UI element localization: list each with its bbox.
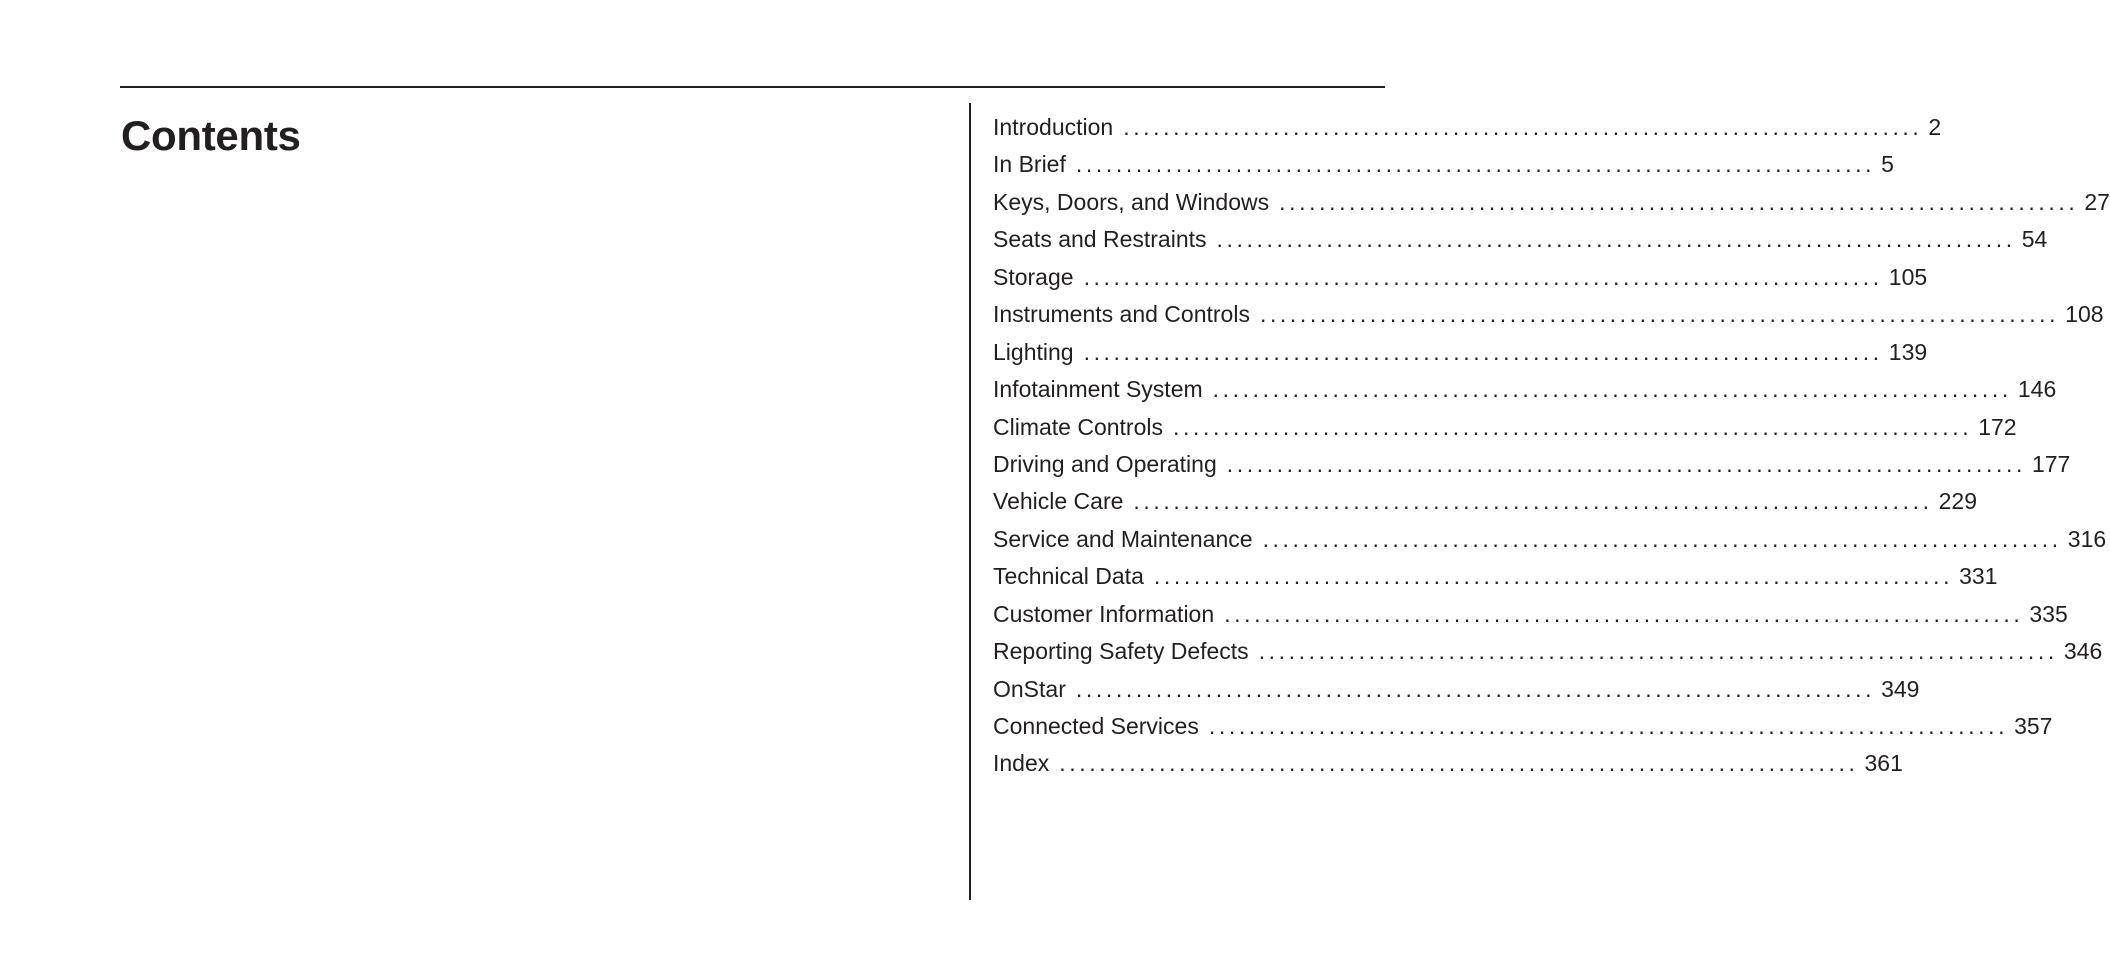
toc-entry-service-maintenance[interactable] (993, 521, 2107, 558)
toc-entry-seats-restraints[interactable] (993, 221, 2048, 258)
toc-entry-label: Seats and Restraints (993, 226, 1207, 253)
toc-entry-page: 2 (1928, 114, 1942, 140)
toc-leader-dots: ................................................................................ (1083, 263, 1883, 290)
toc-entry-page: 54 (2021, 226, 2048, 253)
toc-entry-page: 316 (2067, 525, 2107, 552)
toc-entry-label: Climate Controls (993, 413, 1163, 440)
toc-entry-label: Keys, Doors, and Windows (993, 188, 1270, 215)
toc-entry-label: OnStar (993, 675, 1066, 702)
toc-leader-dots: ................................................................................ (1059, 750, 1859, 777)
toc-entry-page: 346 (2063, 638, 2103, 665)
toc-entry-page: 5 (1881, 151, 1894, 178)
toc-entry-page: 172 (1978, 413, 2017, 440)
toc-entry-driving-operating[interactable] (993, 446, 2071, 483)
toc-entry-label: Technical Data (993, 563, 1144, 590)
toc-entry-index[interactable] (993, 745, 1903, 782)
toc-entry-instruments-controls[interactable] (993, 296, 2104, 333)
toc-entry-in-brief[interactable] (993, 146, 1894, 183)
toc-entry-lighting[interactable] (993, 334, 1928, 371)
toc-entry-label: Driving and Operating (993, 450, 1217, 477)
toc-entry-page: 177 (2031, 450, 2071, 477)
toc-leader-dots: ................................................................................ (1075, 675, 1876, 702)
toc-entry-label: Lighting (993, 338, 1074, 365)
toc-entry-climate-controls[interactable] (993, 409, 2017, 446)
toc-entry-page: 331 (1959, 563, 1998, 590)
toc-entry-keys-doors-windows[interactable] (993, 184, 2110, 221)
toc-entry-label: Infotainment System (993, 376, 1203, 403)
toc-entry-label: Vehicle Care (993, 488, 1124, 515)
toc-leader-dots: ................................................................................ (1212, 376, 2012, 403)
toc-entry-label: Connected Services (993, 713, 1199, 739)
toc-entry-connected-services[interactable] (993, 708, 2053, 745)
toc-entry-label: Storage (993, 263, 1074, 290)
toc-entry-label: Service and Maintenance (993, 525, 1253, 552)
toc-entry-label: Introduction (993, 114, 1114, 140)
toc-entry-label: Instruments and Controls (993, 301, 1250, 328)
toc-entry-label: Index (993, 750, 1050, 777)
toc-entry-label: In Brief (993, 151, 1066, 178)
page-title: Contents (121, 112, 301, 159)
toc-leader-dots: ................................................................................ (1224, 600, 2024, 627)
toc-entry-page: 139 (1888, 338, 1928, 365)
toc-entry-page: 105 (1888, 263, 1928, 290)
toc-entry-label: Customer Information (993, 600, 1215, 627)
toc-entry-reporting-safety-defects[interactable] (993, 633, 2103, 670)
toc-leader-dots: ................................................................................ (1208, 713, 2009, 739)
toc-entry-infotainment-system[interactable] (993, 371, 2057, 408)
toc-entry-page: 108 (2065, 301, 2104, 328)
toc-leader-dots: ................................................................................ (1226, 450, 2026, 477)
toc-entry-onstar[interactable] (993, 671, 1920, 708)
column-divider (969, 103, 971, 900)
toc-entry-page: 357 (2014, 713, 2053, 739)
toc-entry-page: 349 (1881, 675, 1920, 702)
toc-entry-page: 361 (1864, 750, 1903, 777)
toc-leader-dots: ................................................................................ (1075, 151, 1876, 178)
toc-entry-page: 27 (2084, 188, 2110, 215)
toc-leader-dots: ................................................................................ (1262, 525, 2062, 552)
toc-leader-dots: ................................................................................ (1153, 563, 1954, 590)
toc-leader-dots: ................................................................................ (1133, 488, 1933, 515)
toc-entry-label: Reporting Safety Defects (993, 638, 1249, 665)
toc-leader-dots: ................................................................................ (1173, 413, 1973, 440)
toc-leader-dots: ................................................................................ (1123, 114, 1923, 140)
toc-leader-dots: ................................................................................ (1083, 338, 1883, 365)
toc-entry-introduction[interactable] (993, 109, 1942, 146)
toc-leader-dots: ................................................................................ (1279, 188, 2079, 215)
toc-entry-vehicle-care[interactable] (993, 483, 1978, 520)
header-rule (120, 86, 1385, 88)
toc-entry-page: 229 (1938, 488, 1978, 515)
toc-entry-page: 335 (2029, 600, 2068, 627)
toc-leader-dots: ................................................................................ (1216, 226, 2016, 253)
toc-entry-customer-information[interactable] (993, 596, 2068, 633)
toc-entry-storage[interactable] (993, 259, 1928, 296)
toc-list (993, 109, 2110, 783)
toc-leader-dots: ................................................................................ (1258, 638, 2058, 665)
toc-entry-technical-data[interactable] (993, 558, 1998, 595)
toc-entry-page: 146 (2017, 376, 2057, 403)
toc-leader-dots: ................................................................................ (1259, 301, 2060, 328)
